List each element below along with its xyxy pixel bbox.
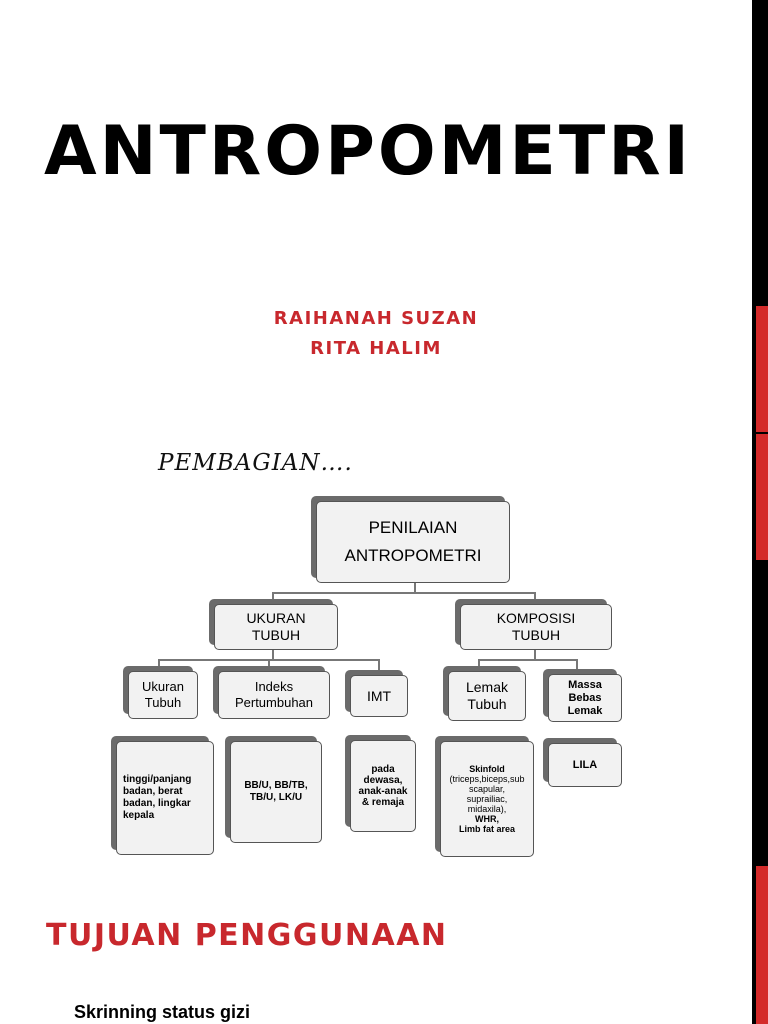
sidebar-red-segment-1: [756, 306, 768, 432]
detail-skinfold-tail: WHR, Limb fat area: [458, 814, 516, 834]
node-lemak-tubuh: [448, 671, 526, 721]
slide-title: ANTROPOMETRI: [44, 112, 692, 191]
detail-ukuran-tubuh-text: tinggi/panjang badan, berat badan, lingkar kepala: [123, 774, 192, 821]
bullet-skrinning: Skrinning status gizi: [74, 1002, 251, 1022]
detail-imt-text: pada dewasa, anak-anak & remaja: [358, 764, 408, 808]
sidebar-red-segment-2: [756, 434, 768, 560]
node-ukuran-tubuh-leaf-label: Ukuran Tubuh: [142, 679, 184, 710]
section-title-tujuan: TUJUAN PENGGUNAAN: [46, 918, 448, 953]
node-indeks-pertumbuhan: [218, 671, 330, 719]
node-imt-label: IMT: [366, 688, 392, 704]
node-ukuran-tubuh-leaf: [128, 671, 198, 719]
node-komposisi-tubuh-label: KOMPOSISI TUBUH: [496, 610, 576, 643]
node-ukuran-tubuh: [214, 604, 338, 650]
author-1: RAIHANAH SUZAN: [273, 308, 479, 329]
detail-lila: [548, 743, 622, 787]
node-ukuran-tubuh-label: UKURAN TUBUH: [246, 610, 306, 643]
node-massa-bebas-lemak: [548, 674, 622, 722]
detail-indeks-pertumbuhan: [230, 741, 322, 843]
authors: [0, 304, 752, 364]
node-massa-bebas-lemak-label: Massa Bebas Lemak: [567, 678, 603, 717]
detail-lila-text: LILA: [572, 758, 598, 771]
sidebar-red-segment-3: [756, 866, 768, 1024]
right-sidebar-strip: [752, 0, 768, 1024]
detail-indeks-pertumbuhan-text: BB/U, BB/TB, TB/U, LK/U: [244, 780, 308, 803]
node-penilaian-antropometri: [316, 501, 510, 583]
detail-skinfold-title: Skinfold: [469, 764, 505, 774]
node-imt: [350, 675, 408, 717]
detail-imt: [350, 740, 416, 832]
node-lemak-tubuh-label: Lemak Tubuh: [465, 679, 509, 712]
detail-ukuran-tubuh: [116, 741, 214, 855]
detail-skinfold: [440, 741, 534, 857]
detail-skinfold-body: (triceps,biceps,sub scapular, suprailiac, midaxila),: [449, 774, 525, 814]
node-penilaian-antropometri-label: PENILAIAN ANTROPOMETRI: [344, 518, 482, 565]
pembagian-heading: PEMBAGIAN….: [158, 450, 353, 476]
node-komposisi-tubuh: [460, 604, 612, 650]
author-2: RITA HALIM: [310, 338, 442, 359]
node-indeks-pertumbuhan-label: Indeks Pertumbuhan: [234, 679, 314, 710]
